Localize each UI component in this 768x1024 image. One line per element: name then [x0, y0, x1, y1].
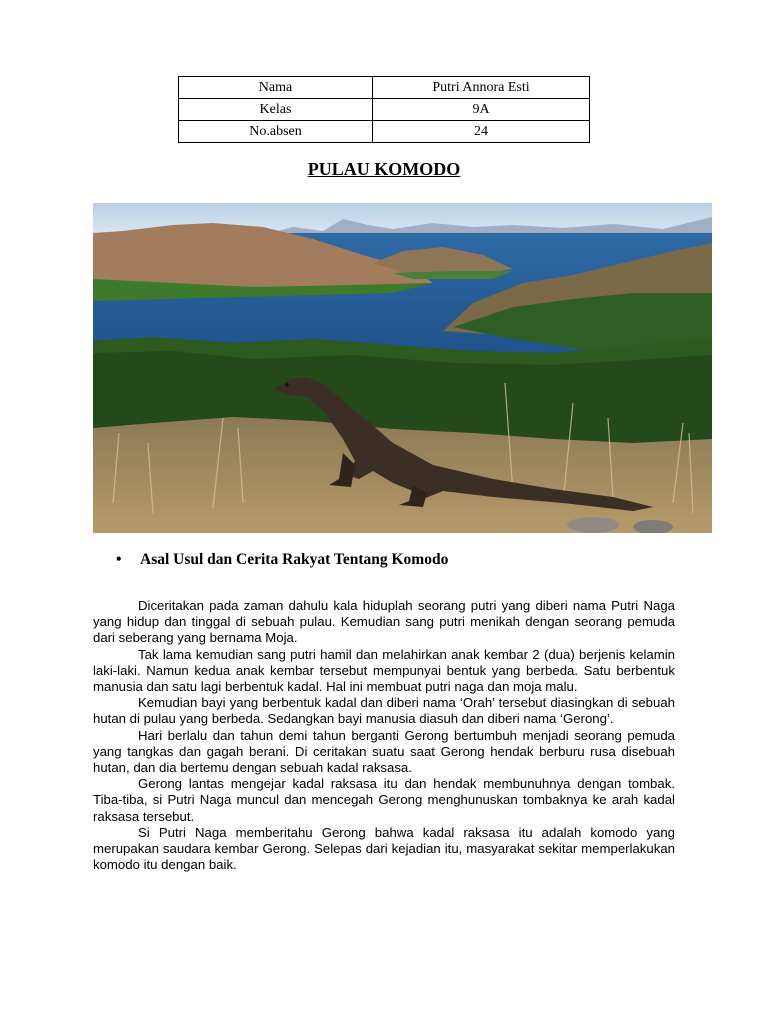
- student-info-table: [178, 76, 590, 143]
- table-cell-label: No.absen: [179, 121, 373, 143]
- page-title: PULAU KOMODO: [307, 159, 461, 179]
- story-paragraph: Diceritakan pada zaman dahulu kala hiduplah seorang putri yang diberi nama Putri Naga yang hidup dan tinggal di sebuah pulau. Kemudian sang putri menikah dengan seorang pemuda dari seberang yang bernama Moja.: [93, 598, 675, 646]
- story-paragraph: Hari berlalu dan tahun demi tahun berganti Gerong bertumbuh menjadi seorang pemuda yang tangkas dan gagah berani. Di ceritakan suatu saat Gerong hendak berburu rusa disebuah hutan, dan dia bertemu dengan sebuah kadal raksasa.: [93, 727, 675, 776]
- story-text: [93, 598, 675, 873]
- table-row: [179, 121, 590, 143]
- table-cell-label: Kelas: [179, 99, 373, 121]
- komodo-island-photo: [93, 203, 712, 533]
- story-paragraph: Gerong lantas mengejar kadal raksasa itu dan hendak membunuhnya dengan tombak. Tiba-tiba, si Putri Naga muncul dan mencegah Gerong menghunuskan tombaknya ke arah kadal raksasa tersebut.: [93, 776, 675, 824]
- table-row: [179, 77, 590, 99]
- table-cell-value: 9A: [373, 99, 590, 121]
- story-paragraph: Si Putri Naga memberitahu Gerong bahwa kadal raksasa itu adalah komodo yang merupakan saudara kembar Gerong. Selepas dari kejadian itu, masyarakat sekitar memperlakukan komodo itu dengan baik.: [93, 824, 675, 873]
- story-paragraph: Kemudian bayi yang berbentuk kadal dan diberi nama ‘Orah’ tersebut diasingkan di sebuah hutan di pulau yang berbeda. Sedangkan bayi manusia diasuh dan diberi nama ‘Gerong’.: [93, 695, 675, 727]
- table-cell-value: 24: [373, 121, 590, 143]
- story-paragraph: Tak lama kemudian sang putri hamil dan melahirkan anak kembar 2 (dua) berjenis kelamin laki-laki. Namun kedua anak kembar tersebut mempunyai bentuk yang berbeda. Satu berbentuk manusia dan satu lagi berbentuk kadal. Hal ini membuat putri naga dan moja malu.: [93, 646, 675, 695]
- table-row: [179, 99, 590, 121]
- section-heading-text: Asal Usul dan Cerita Rakyat Tentang Komodo: [140, 551, 449, 568]
- table-cell-value: Putri Annora Esti: [373, 77, 590, 99]
- section-heading: [116, 551, 448, 569]
- bullet-icon: •: [116, 551, 122, 568]
- table-cell-label: Nama: [179, 77, 373, 99]
